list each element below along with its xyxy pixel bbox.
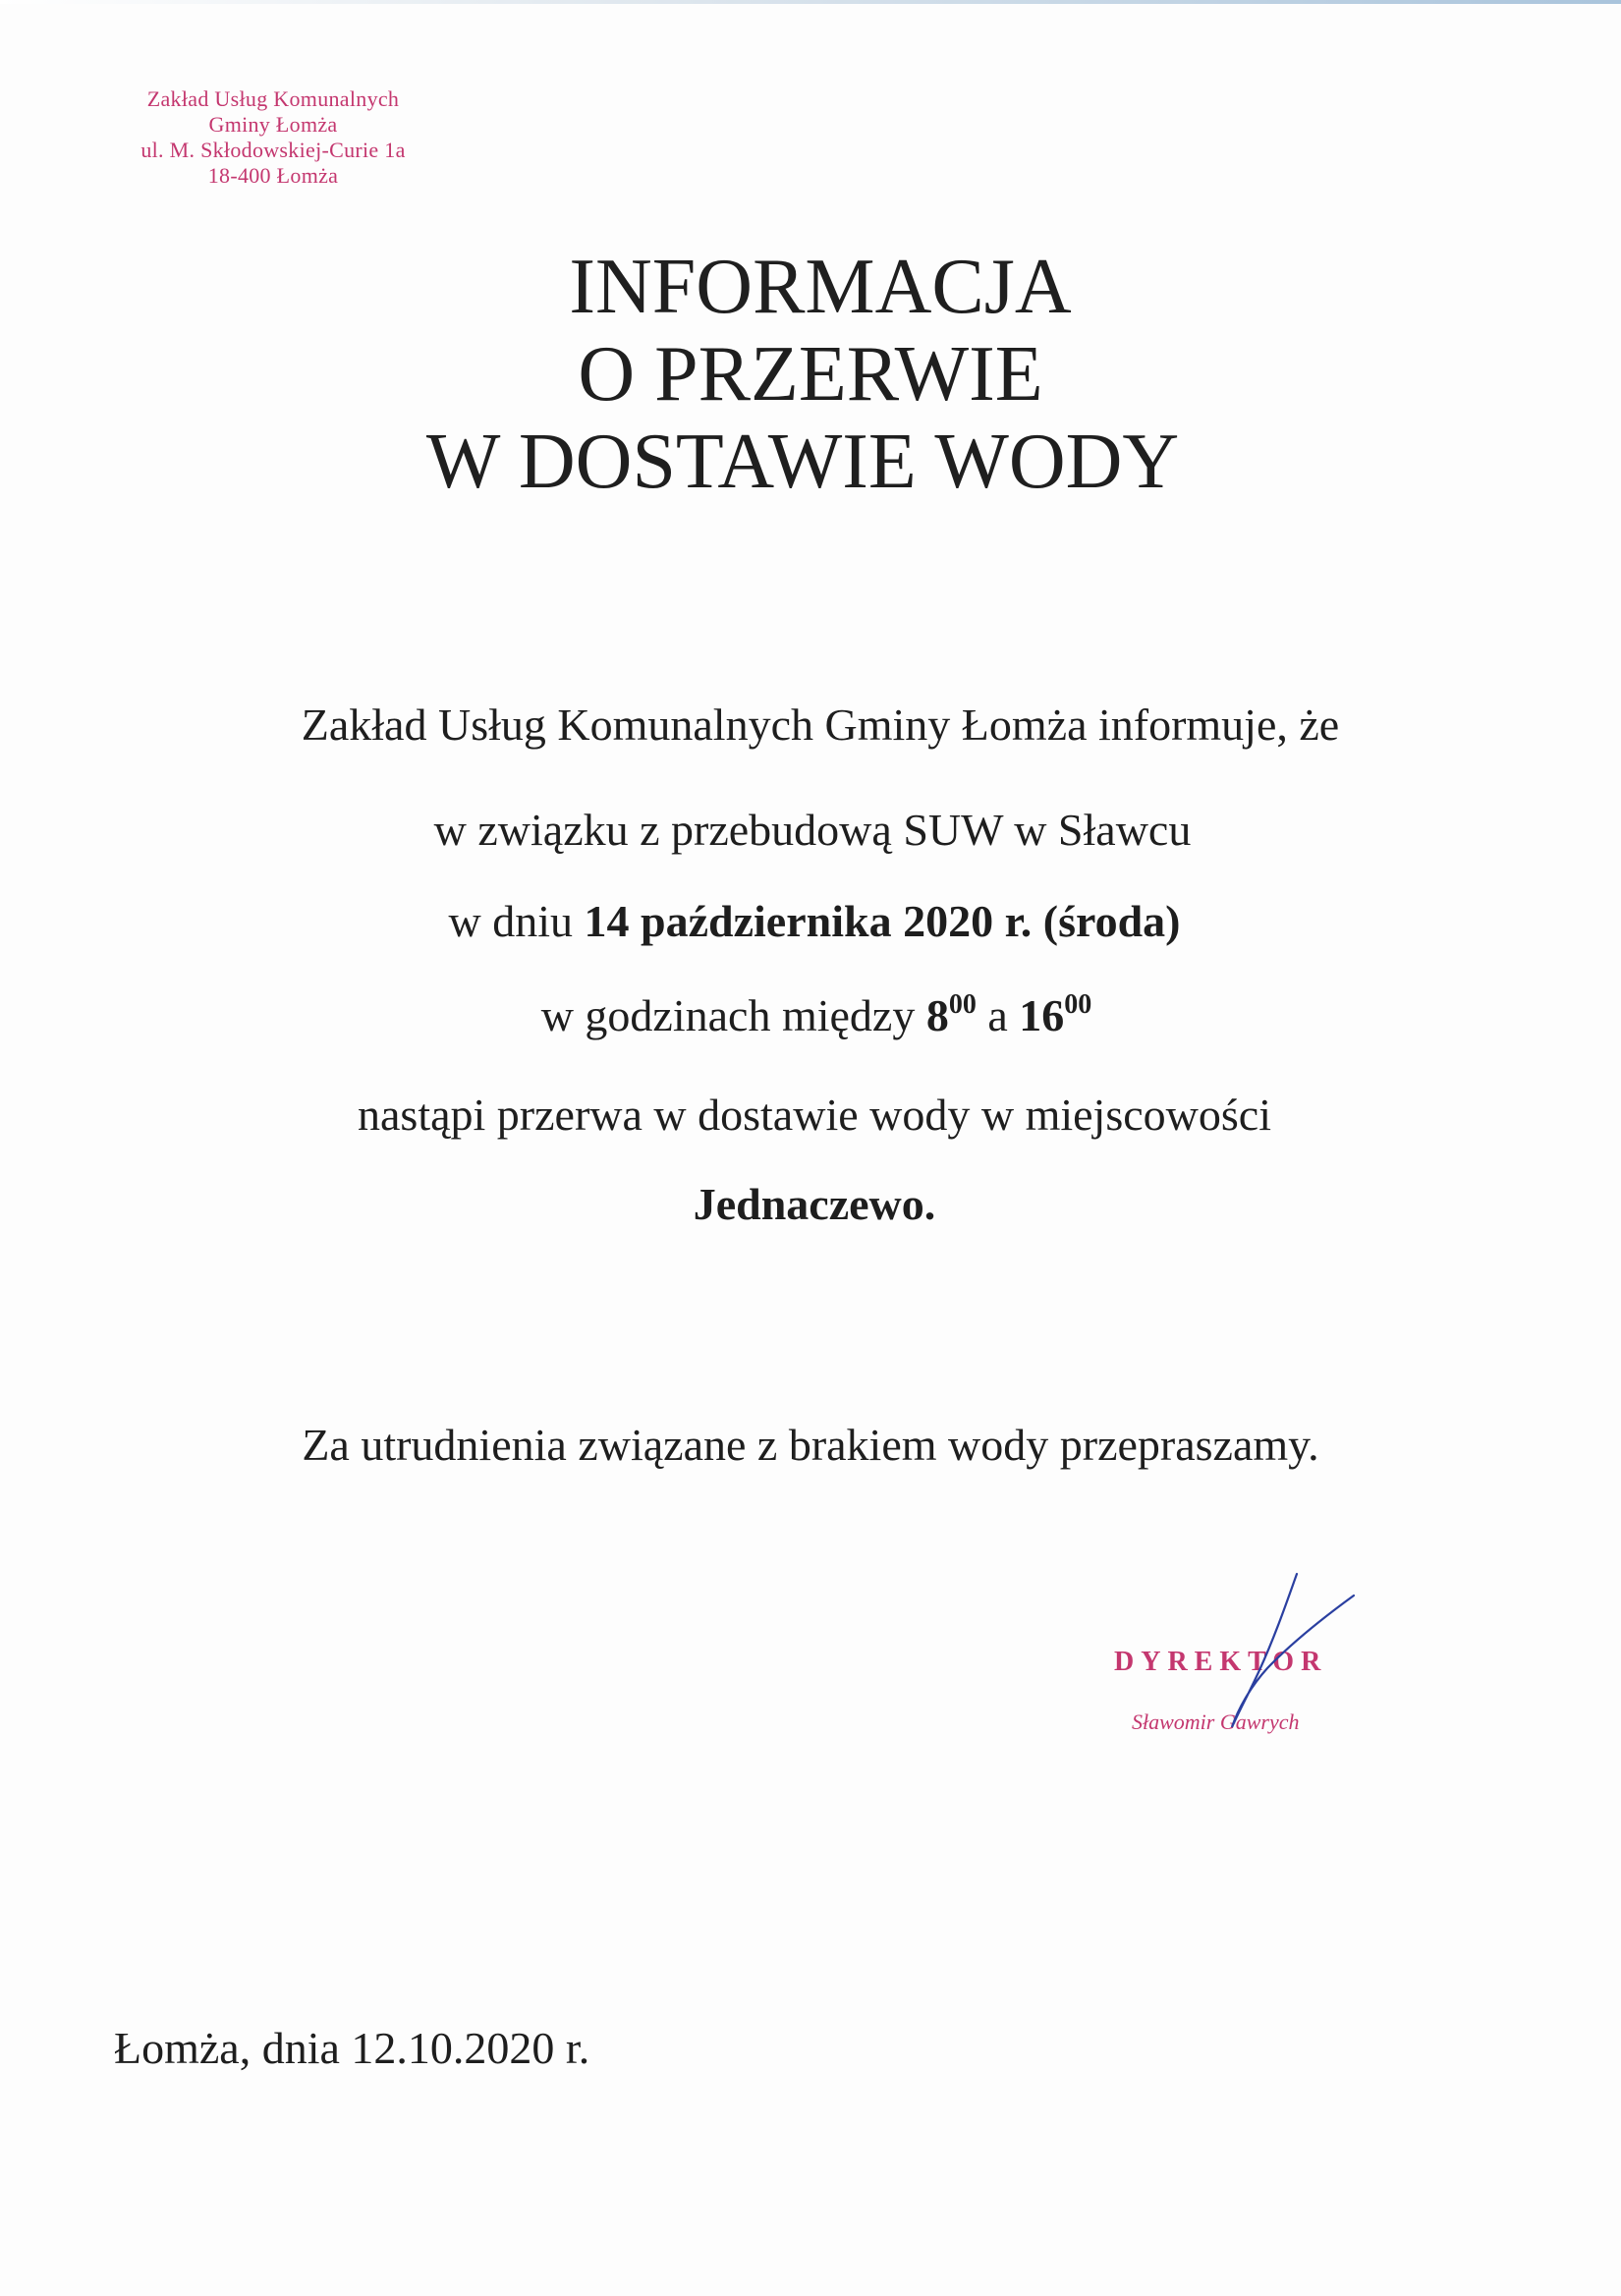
time-start: $8^{00}$ — [925, 989, 977, 1040]
body-line-1: Zakład Usług Komunalnych Gminy Łomża informuje, że — [301, 700, 1340, 750]
document-title — [0, 244, 1621, 506]
hours-prefix: w godzinach między — [540, 990, 926, 1040]
handwritten-signature — [1090, 1562, 1425, 1759]
village-name: Jednaczewo. — [693, 1179, 936, 1229]
body-line-2: w związku z przebudową SUW w Sławcu — [433, 805, 1192, 855]
stamp-line-postal: 18-400 Łomża — [207, 163, 339, 188]
title-line-3: W DOSTAWIE WODY — [425, 419, 1180, 505]
date-prefix: w dniu — [448, 896, 585, 946]
time-end: $16^{00}$ — [1019, 989, 1092, 1040]
signature-title: DYREKTOR — [1114, 1647, 1328, 1677]
stamp-line-organization: Zakład Usług Komunalnych — [146, 86, 400, 111]
hours-mid: a — [976, 990, 1020, 1040]
stamp-line-municipality: Gminy Łomża — [208, 112, 338, 137]
body-line-date — [4, 894, 1621, 949]
stamp-line-street: ul. M. Skłodowskiej-Curie 1a — [140, 138, 406, 162]
signature-name: Sławomir Gawrych — [1132, 1709, 1300, 1734]
scan-edge — [0, 0, 1621, 4]
title-line-2: O PRZERWIE — [578, 331, 1043, 418]
body-line-hours — [6, 988, 1621, 1043]
outage-date: 14 października 2020 r. (środa) — [584, 896, 1181, 946]
body-line-5: nastąpi przerwa w dostawie wody w miejscowości — [358, 1090, 1271, 1140]
place-and-date: Łomża, dnia 12.10.2020 r. — [114, 2023, 590, 2073]
sender-stamp — [86, 86, 460, 189]
title-line-1: INFORMACJA — [569, 244, 1072, 330]
apology-text: Za utrudnienia związane z brakiem wody przepraszamy. — [302, 1420, 1319, 1470]
signature-block — [1090, 1562, 1425, 1759]
